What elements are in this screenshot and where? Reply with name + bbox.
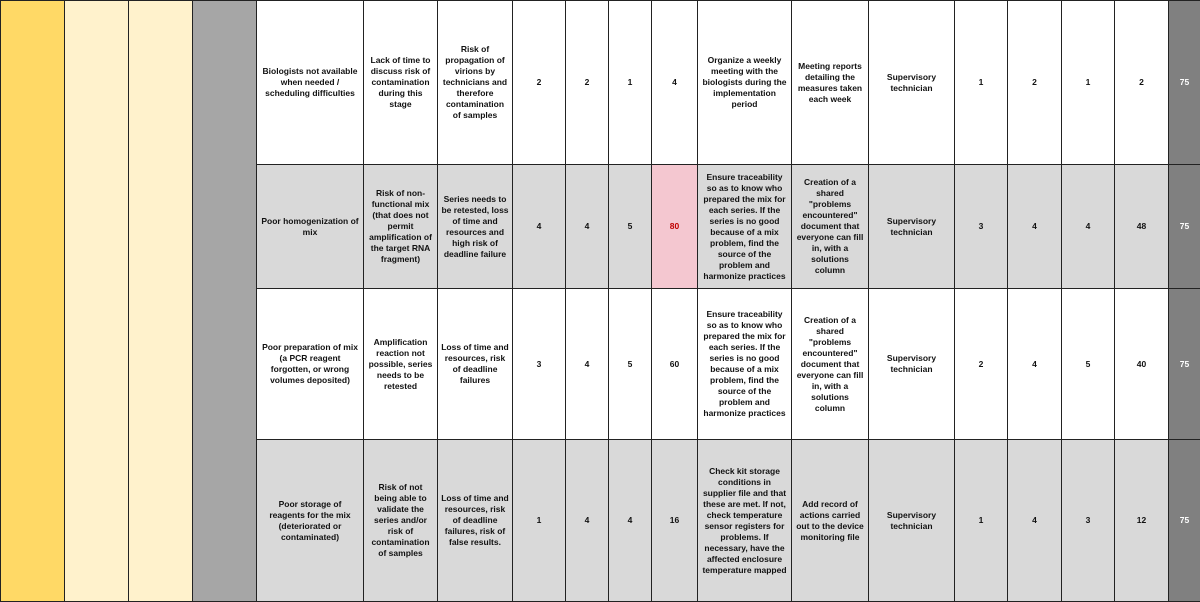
residual-criticality-cell: 40 xyxy=(1115,289,1169,440)
merged-column-2 xyxy=(65,1,129,602)
detectability-cell: 5 xyxy=(609,289,652,440)
residual-criticality-cell: 12 xyxy=(1115,440,1169,602)
residual-gravity-cell: 1 xyxy=(955,440,1008,602)
residual-criticality-cell: 2 xyxy=(1115,1,1169,165)
failure-mode-cell: Poor preparation of mix (a PCR reagent forgotten, or wrong volumes deposited) xyxy=(257,289,364,440)
merged-column-4 xyxy=(193,1,257,602)
effect-cell: Risk of propagation of virions by technicians and therefore contamination of samples xyxy=(438,1,513,165)
frequency-cell: 4 xyxy=(566,440,609,602)
criticality-cell: 60 xyxy=(652,289,698,440)
action-cell: Check kit storage conditions in supplier file and that these are met. If not, check temperature sensor registers for problems. If necessary, have the affected enclosure temperature mapped xyxy=(698,440,792,602)
effect-cell: Loss of time and resources, risk of deadline failures xyxy=(438,289,513,440)
end-value-cell: 75 xyxy=(1169,289,1200,440)
cause-cell: Lack of time to discuss risk of contamination during this stage xyxy=(364,1,438,165)
merged-column-1 xyxy=(1,1,65,602)
evidence-cell: Creation of a shared "problems encountered" document that everyone can fill in, with a solutions column xyxy=(792,289,869,440)
criticality-cell: 16 xyxy=(652,440,698,602)
evidence-cell: Add record of actions carried out to the device monitoring file xyxy=(792,440,869,602)
gravity-cell: 1 xyxy=(513,440,566,602)
gravity-cell: 4 xyxy=(513,165,566,289)
frequency-cell: 2 xyxy=(566,1,609,165)
failure-mode-cell: Poor homogenization of mix xyxy=(257,165,364,289)
end-value-cell: 75 xyxy=(1169,440,1200,602)
detectability-cell: 5 xyxy=(609,165,652,289)
evidence-cell: Creation of a shared "problems encountered" document that everyone can fill in, with a solutions column xyxy=(792,165,869,289)
residual-gravity-cell: 2 xyxy=(955,289,1008,440)
action-cell: Ensure traceability so as to know who prepared the mix for each series. If the series is no good because of a mix problem, find the source of the problem and harmonize practices xyxy=(698,165,792,289)
effect-cell: Loss of time and resources, risk of deadline failures, risk of false results. xyxy=(438,440,513,602)
responsible-cell: Supervisory technician xyxy=(869,165,955,289)
merged-column-3 xyxy=(129,1,193,602)
residual-gravity-cell: 1 xyxy=(955,1,1008,165)
residual-detectability-cell: 5 xyxy=(1062,289,1115,440)
criticality-cell-highlighted: 80 xyxy=(652,165,698,289)
cause-cell: Risk of non-functional mix (that does not permit amplification of the target RNA fragment) xyxy=(364,165,438,289)
detectability-cell: 4 xyxy=(609,440,652,602)
criticality-cell: 4 xyxy=(652,1,698,165)
action-cell: Organize a weekly meeting with the biologists during the implementation period xyxy=(698,1,792,165)
responsible-cell: Supervisory technician xyxy=(869,440,955,602)
frequency-cell: 4 xyxy=(566,289,609,440)
residual-frequency-cell: 4 xyxy=(1008,165,1062,289)
gravity-cell: 3 xyxy=(513,289,566,440)
failure-mode-cell: Biologists not available when needed / scheduling difficulties xyxy=(257,1,364,165)
end-value-cell: 75 xyxy=(1169,165,1200,289)
end-value-cell: 75 xyxy=(1169,1,1200,165)
residual-criticality-cell: 48 xyxy=(1115,165,1169,289)
residual-detectability-cell: 1 xyxy=(1062,1,1115,165)
residual-detectability-cell: 3 xyxy=(1062,440,1115,602)
cause-cell: Risk of not being able to validate the series and/or risk of contamination of samples xyxy=(364,440,438,602)
table-row xyxy=(1,1,1200,165)
responsible-cell: Supervisory technician xyxy=(869,289,955,440)
failure-mode-cell: Poor storage of reagents for the mix (deteriorated or contaminated) xyxy=(257,440,364,602)
residual-detectability-cell: 4 xyxy=(1062,165,1115,289)
residual-frequency-cell: 4 xyxy=(1008,440,1062,602)
action-cell: Ensure traceability so as to know who prepared the mix for each series. If the series is no good because of a mix problem, find the source of the problem and harmonize practices xyxy=(698,289,792,440)
frequency-cell: 4 xyxy=(566,165,609,289)
evidence-cell: Meeting reports detailing the measures taken each week xyxy=(792,1,869,165)
cause-cell: Amplification reaction not possible, series needs to be retested xyxy=(364,289,438,440)
effect-cell: Series needs to be retested, loss of time and resources and high risk of deadline failure xyxy=(438,165,513,289)
residual-gravity-cell: 3 xyxy=(955,165,1008,289)
residual-frequency-cell: 4 xyxy=(1008,289,1062,440)
gravity-cell: 2 xyxy=(513,1,566,165)
responsible-cell: Supervisory technician xyxy=(869,1,955,165)
detectability-cell: 1 xyxy=(609,1,652,165)
residual-frequency-cell: 2 xyxy=(1008,1,1062,165)
